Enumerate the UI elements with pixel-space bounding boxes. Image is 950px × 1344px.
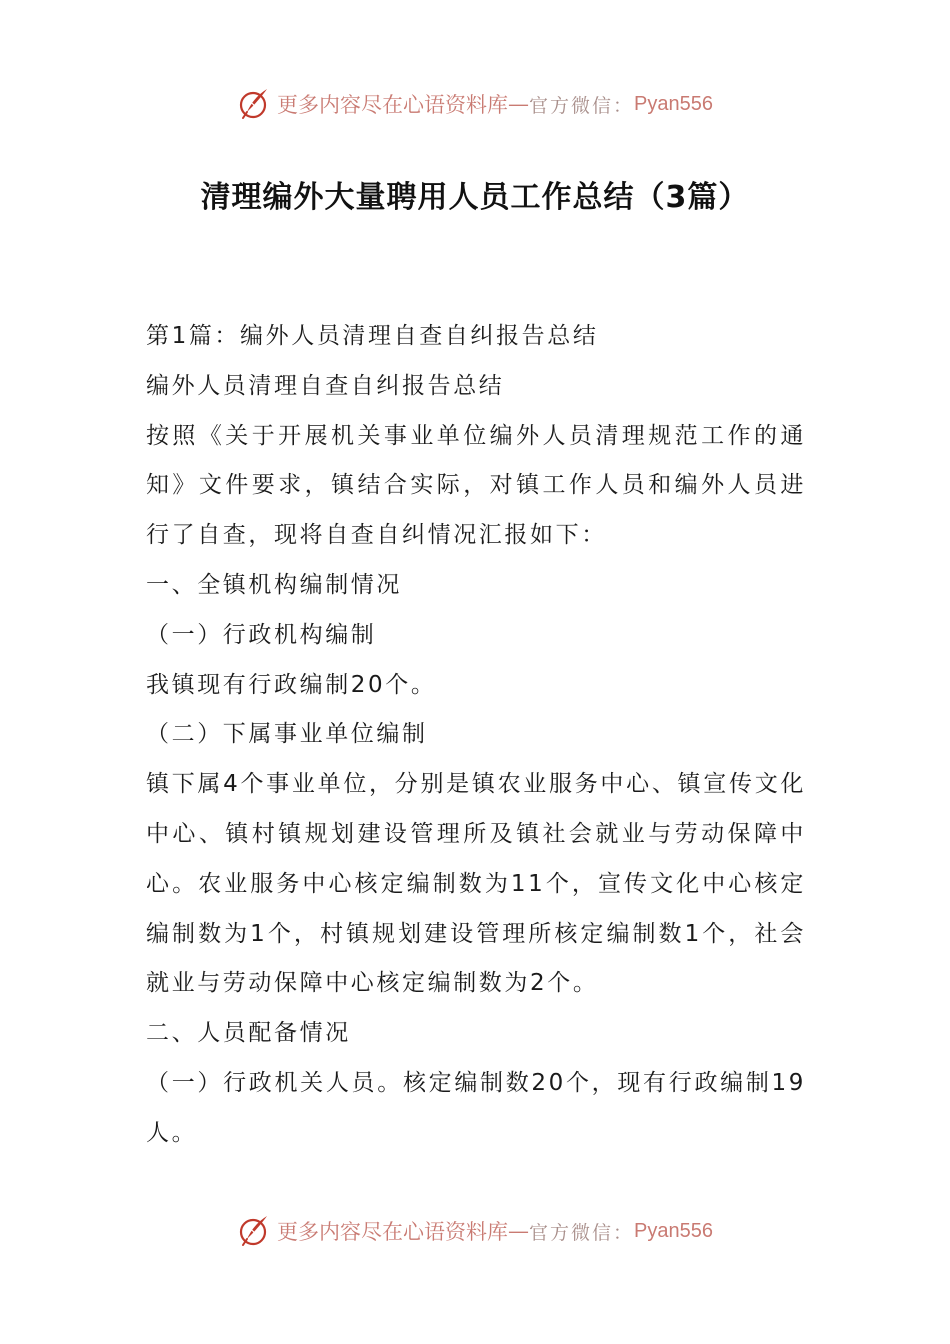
- watermark-separator: —: [508, 92, 529, 116]
- footer-watermark: [0, 1211, 950, 1251]
- paragraph: 编外人员清理自查自纠报告总结: [146, 372, 505, 399]
- document-body: [146, 312, 806, 1159]
- quill-logo-icon: [237, 86, 273, 122]
- watermark-text: 更多内容尽在心语资料库: [277, 1220, 508, 1244]
- watermark-wechat-label: 官方微信：: [529, 1221, 635, 1244]
- paragraph: 我镇现有行政编制20个。: [146, 671, 437, 698]
- watermark-text: 更多内容尽在心语资料库: [277, 93, 508, 117]
- document-title: 清理编外大量聘用人员工作总结（3篇）: [200, 180, 750, 215]
- watermark-separator: —: [508, 1219, 529, 1243]
- section-heading: 二、人员配备情况: [146, 1020, 351, 1047]
- quill-logo-icon: [237, 1213, 273, 1249]
- paragraph: （一）行政机关人员。核定编制数20个，现有行政编制19人。: [146, 1069, 806, 1146]
- subsection-heading: （一）行政机构编制: [146, 621, 377, 648]
- header-watermark: [0, 84, 950, 124]
- watermark-wechat-id: Pyan556: [634, 1219, 713, 1242]
- subsection-heading: （二）下属事业单位编制: [146, 721, 428, 748]
- paragraph: 镇下属4个事业单位，分别是镇农业服务中心、镇宣传文化中心、镇村镇规划建设管理所及镇社会就业与劳动保障中心。农业服务中心核定编制数为11个，宣传文化中心核定编制数为1个，村镇规划建设管理所核定编制数1个，社会就业与劳动保障中心核定编制数为2个。: [146, 771, 806, 997]
- paragraph: 第1篇：编外人员清理自查自纠报告总结: [146, 323, 599, 349]
- section-heading: 一、全镇机构编制情况: [146, 571, 402, 598]
- watermark-wechat-label: 官方微信：: [529, 94, 635, 117]
- watermark-wechat-id: Pyan556: [634, 92, 713, 115]
- paragraph: 按照《关于开展机关事业单位编外人员清理规范工作的通知》文件要求，镇结合实际，对镇工作人员和编外人员进行了自查，现将自查自纠情况汇报如下：: [146, 422, 806, 549]
